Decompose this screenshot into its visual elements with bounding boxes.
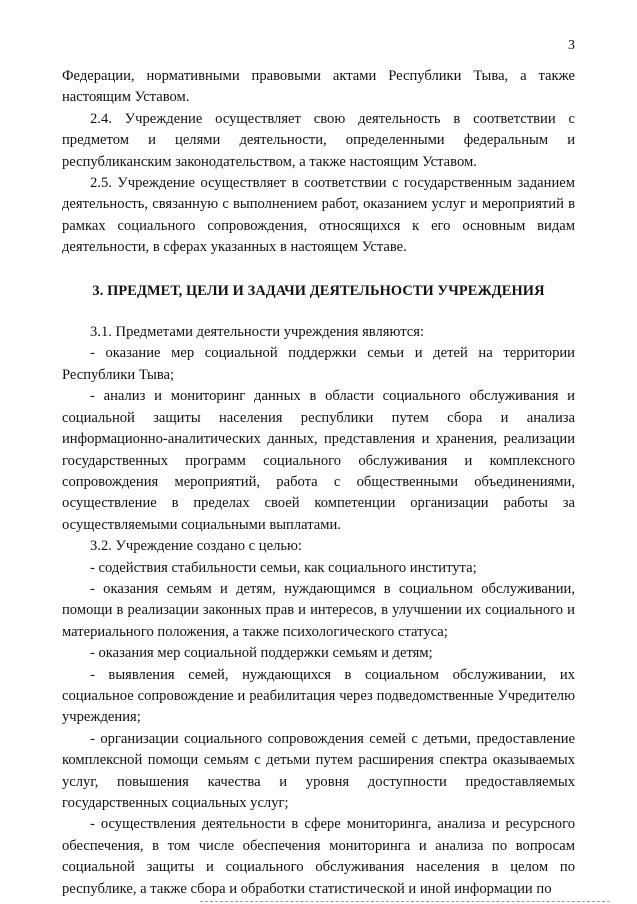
paragraph: 2.4. Учреждение осуществляет свою деятельность в соответствии с предметом и целями деятельности, определенными федеральным и республиканским законодательством, а также настоящим Уставом.	[62, 110, 575, 170]
page-number: 3	[568, 38, 575, 53]
list-item: - оказания семьям и детям, нуждающимся в социальном обслуживании, помощи в реализации законных прав и интересов, в улучшении их социального и материального положения, а также психологического статуса;	[62, 580, 575, 640]
paragraph: 3.2. Учреждение создано с целью:	[90, 538, 302, 555]
list-item: - осуществления деятельности в сфере мониторинга, анализа и ресурсного обеспечения, в том числе обеспечения мониторинга и анализа по вопросам социальной защиты и социального обслуживания населения в целом по республике, а также сбора и обработки статистической и иной информации по	[62, 816, 575, 897]
list-item: - организации социального сопровождения семей с детьми, предоставление комплексной помощи семьям с детьми путем расширения спектра оказываемых услуг, повышения качества и уровня доступности предоставляемых государственных социальных услуг;	[62, 730, 575, 811]
list-item: - оказания мер социальной поддержки семьям и детям;	[90, 645, 433, 662]
list-item: - выявления семей, нуждающихся в социальном обслуживании, их социальное сопровождение и реабилитация через подведомственные Учредителю учреждения;	[62, 666, 575, 726]
paragraph: Федерации, нормативными правовыми актами Республики Тыва, а также настоящим Уставом.	[62, 68, 575, 106]
scan-artifact-line	[200, 901, 610, 902]
list-item: - анализ и мониторинг данных в области социального обслуживания и социальной защиты населения республики путем сбора и анализа информационно-аналитических данных, представления и хранения, реализации государственных программ социального обслуживания и комплексного сопровождения мероприятий, работа с общественными объединениями, осуществление в пределах своей компетенции организации работы за осуществляемыми социальными выплатами.	[62, 388, 575, 533]
list-item: - оказание мер социальной поддержки семьи и детей на территории Республики Тыва;	[62, 345, 575, 383]
list-item: - содействия стабильности семьи, как социального института;	[90, 559, 477, 576]
paragraph: 2.5. Учреждение осуществляет в соответствии с государственным заданием деятельность, связанную с выполнением работ, оказанием услуг и мероприятий в рамках социального сопровождения, относящихся к его основным видам деятельности, в сферах указанных в настоящем Уставе.	[62, 175, 575, 256]
document-body	[62, 66, 575, 900]
paragraph: 3.1. Предметами деятельности учреждения являются:	[90, 324, 425, 341]
section-heading: 3. ПРЕДМЕТ, ЦЕЛИ И ЗАДАЧИ ДЕЯТЕЛЬНОСТИ УЧРЕЖДЕНИЯ	[92, 282, 545, 299]
